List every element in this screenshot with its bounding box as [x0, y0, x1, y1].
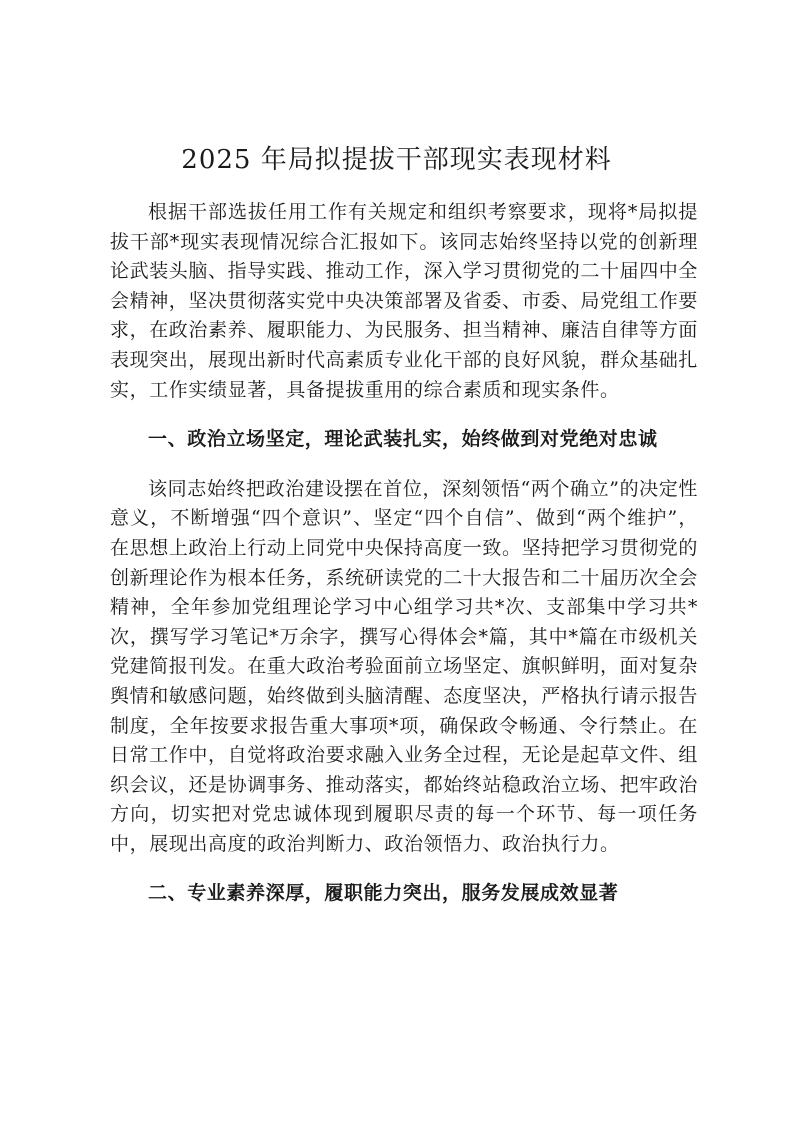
- section-1-paragraph: 该同志始终把政治建设摆在首位，深刻领悟“两个确立”的决定性意义，不断增强“四个意识”、坚定“四个自信”、做到“两个维护”，在思想上政治上行动上同党中央保持高度一致。坚持把学习贯彻党的创新理论作为根本任务，系统研读党的二十大报告和二十届历次全会精神，全年参加党组理论学习中心组学习共*次、支部集中学习共*次，撰写学习笔记*万余字，撰写心得体会*篇，其中*篇在市级机关党建简报刊发。在重大政治考验面前立场坚定、旗帜鲜明，面对复杂舆情和敏感问题，始终做到头脑清醒、态度坚决，严格执行请示报告制度，全年按要求报告重大事项*项，确保政令畅通、令行禁止。在日常工作中，自觉将政治要求融入业务全过程，无论是起草文件、组织会议，还是协调事务、推动落实，都始终站稳政治立场、把牢政治方向，切实把对党忠诚体现到履职尽责的每一个环节、每一项任务中，展现出高度的政治判断力、政治领悟力、政治执行力。: [110, 477, 699, 855]
- section-1-heading: 一、政治立场坚定，理论武装扎实，始终做到对党绝对忠诚: [148, 428, 658, 451]
- document-title: 2025 年局拟提拔干部现实表现材料: [181, 145, 612, 175]
- section-2-heading: 二、专业素养深厚，履职能力突出，服务发展成效显著: [148, 882, 619, 905]
- document-body: [110, 198, 698, 909]
- intro-paragraph: 根据干部选拔任用工作有关规定和组织考察要求，现将*局拟提拔干部*现实表现情况综合汇报如下。该同志始终坚持以党的创新理论武装头脑、指导实践、推动工作，深入学习贯彻党的二十届四中全会精神，坚决贯彻落实党中央决策部署及省委、市委、局党组工作要求，在政治素养、履职能力、为民服务、担当精神、廉洁自律等方面表现突出，展现出新时代高素质专业化干部的良好风貌，群众基础扎实，工作实绩显著，具备提拔重用的综合素质和现实条件。: [110, 201, 699, 401]
